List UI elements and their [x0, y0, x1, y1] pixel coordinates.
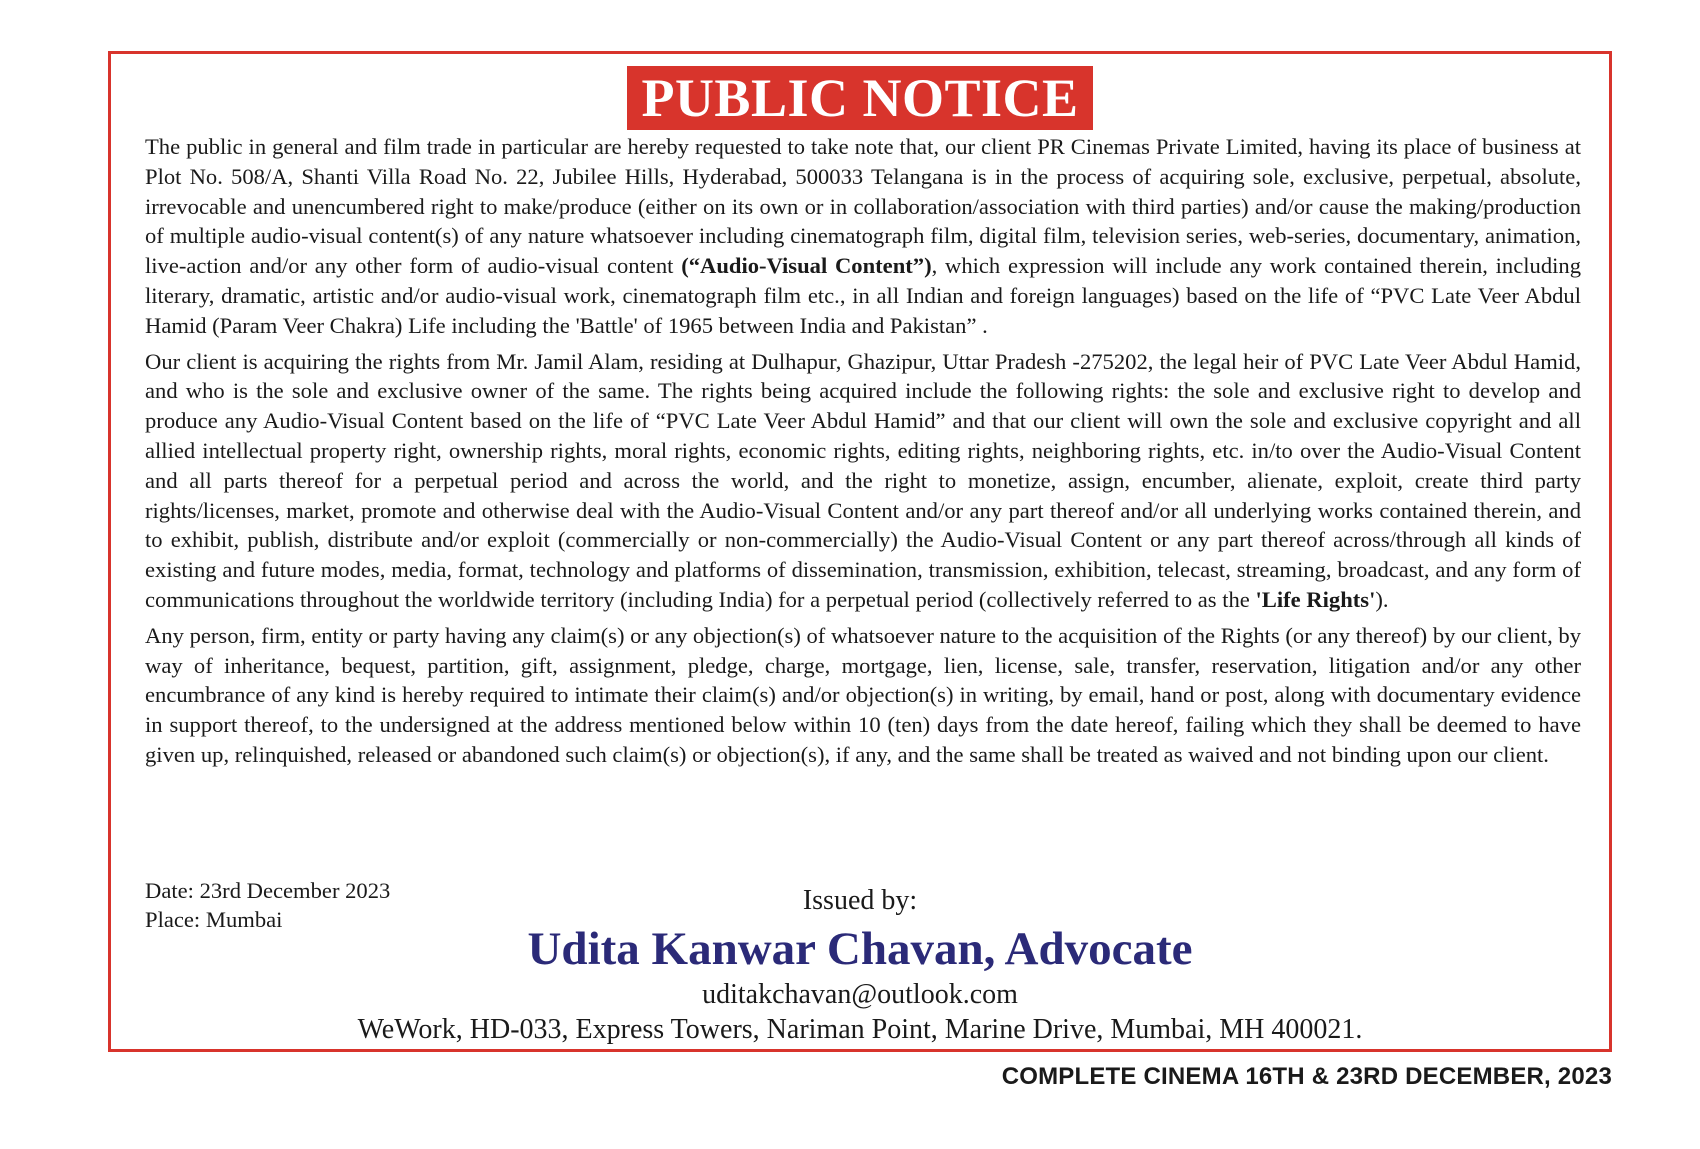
- audio-visual-content-term: (“Audio-Visual Content”): [681, 253, 932, 279]
- paragraph-intro-text-b: , which expression will include any work contained therein, including literary, dramatic, artistic and/or audio-visual work, cinematograph film etc., in all Indian and foreign languages) based on the life of “PVC Late Veer Abdul Hamid (Param Veer Chakra) Life including the 'Battle' of 1965 between India and Pakistan” .: [145, 253, 1581, 338]
- notice-title: PUBLIC NOTICE: [627, 66, 1092, 130]
- paragraph-intro: [145, 132, 1581, 341]
- notice-date: Date: 23rd December 2023: [145, 878, 391, 903]
- title-wrap: [111, 66, 1609, 130]
- paragraph-rights-text-b: ).: [1375, 586, 1389, 612]
- advocate-address: WeWork, HD-033, Express Towers, Nariman Point, Marine Drive, Mumbai, MH 400021.: [357, 1014, 1363, 1045]
- advocate-name: Udita Kanwar Chavan, Advocate: [527, 923, 1193, 975]
- paragraph-objections: Any person, firm, entity or party having any claim(s) or any objection(s) of whatsoever nature to the acquisition of the Rights (or any thereof) by our client, by way of inheritance, bequest, partition, gift, assignment, pledge, charge, mortgage, lien, license, sale, transfer, reservation, litigation and/or any other encumbrance of any kind is hereby required to intimate their claim(s) and/or objection(s) in writing, by email, hand or post, along with documentary evidence in support thereof, to the undersigned at the address mentioned below within 10 (ten) days from the date hereof, failing which they shall be deemed to have given up, relinquished, released or abandoned such claim(s) or objection(s), if any, and the same shall be treated as waived and not binding upon our client.: [145, 622, 1581, 767]
- life-rights-term: 'Life Rights': [1255, 586, 1376, 612]
- paragraph-intro-text-a: The public in general and film trade in particular are hereby requested to take note that, our client PR Cinemas Private Limited, having its place of business at Plot No. 508/A, Shanti Villa Road No. 22, Jubilee Hills, Hyderabad, 500033 Telangana is in the process of acquiring sole, exclusive, perpetual, absolute, irrevocable and unencumbered right to make/produce (either on its own or in collaboration/association with third parties) and/or cause the making/production of multiple audio-visual content(s) of any nature whatsoever including cinematograph film, digital film, television series, web-series, documentary, animation, live-action and/or any other form of audio-visual content: [145, 134, 1581, 279]
- publication-footer: COMPLETE CINEMA 16TH & 23RD DECEMBER, 2023: [1001, 1063, 1612, 1090]
- paragraph-rights-text-a: Our client is acquiring the rights from Mr. Jamil Alam, residing at Dulhapur, Ghazipur, Uttar Pradesh -275202, the legal heir of PVC Late Veer Abdul Hamid, and who is the sole and exclusive owner of the same. The rights being acquired include the following rights: the sole and exclusive right to develop and produce any Audio-Visual Content based on the life of “PVC Late Veer Abdul Hamid” and that our client will own the sole and exclusive copyright and all allied intellectual property right, ownership rights, moral rights, economic rights, editing rights, neighboring rights, etc. in/to over the Audio-Visual Content and all parts thereof for a perpetual period and across the world, and the right to monetize, assign, encumber, alienate, exploit, create third party rights/licenses, market, promote and otherwise deal with the Audio-Visual Content and/or any part thereof and/or all underlying works contained therein, and to exhibit, publish, distribute and/or exploit (commercially or non-commercially) the Audio-Visual Content or any part thereof across/through all kinds of existing and future modes, media, format, technology and platforms of dissemination, transmission, exhibition, telecast, streaming, broadcast, and any form of communications throughout the worldwide territory (including India) for a perpetual period (collectively referred to as the: [145, 348, 1581, 612]
- public-notice-box: [108, 51, 1612, 1052]
- issuer-block: [111, 884, 1609, 1048]
- notice-place: Place: Mumbai: [145, 907, 283, 932]
- paragraph-rights: [145, 347, 1581, 615]
- issued-by-label: Issued by:: [802, 885, 918, 916]
- advocate-email: uditakchavan@outlook.com: [702, 979, 1018, 1010]
- notice-body: [145, 132, 1581, 776]
